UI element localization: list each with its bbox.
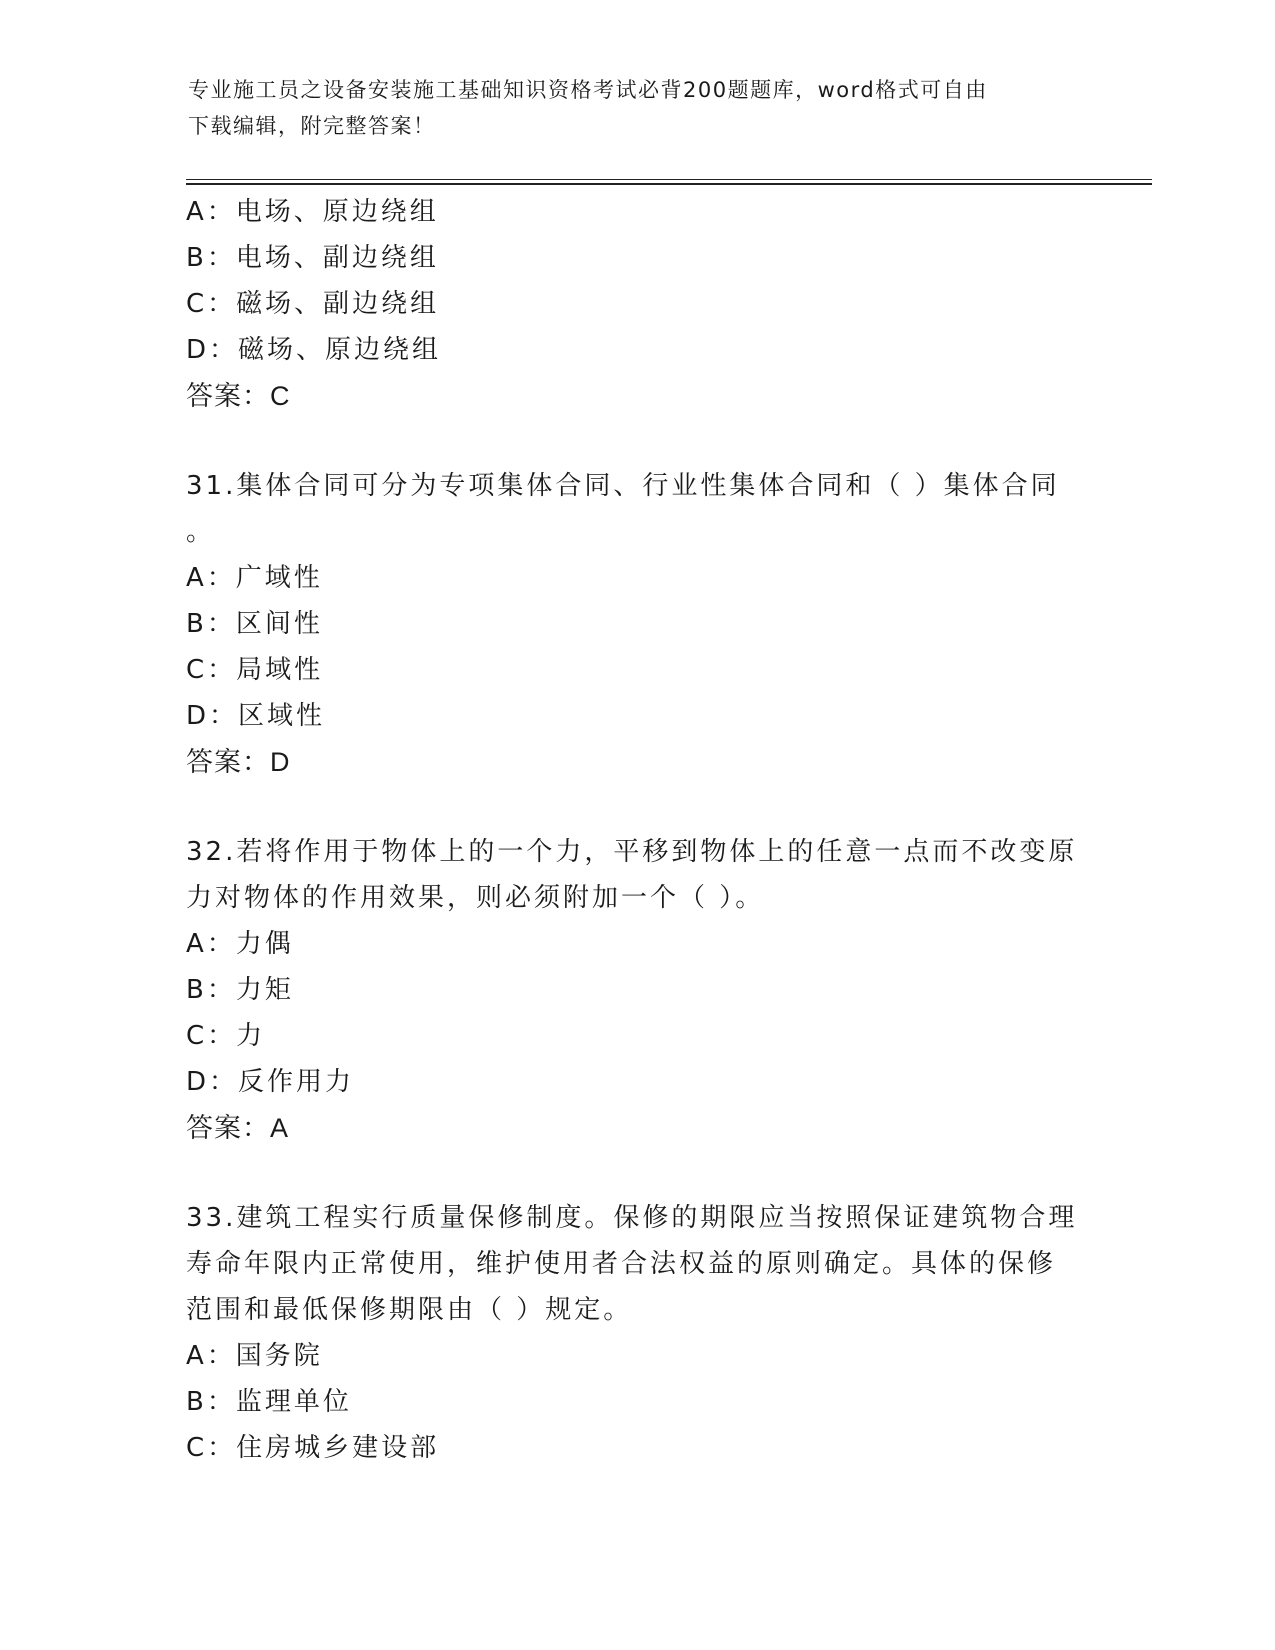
answer: 答案：C [186, 381, 291, 411]
option-d: D：磁场、原边绕组 [186, 335, 442, 365]
header-title-line-2: 下载编辑，附完整答案！ [188, 114, 436, 138]
spacer [186, 1151, 1086, 1195]
option-b: B：监理单位 [186, 1387, 352, 1417]
spacer [186, 419, 1086, 463]
document-header [188, 72, 1088, 144]
option-b: B：区间性 [186, 609, 323, 639]
header-divider-top [186, 179, 1152, 180]
question-text-line-3: 范围和最低保修期限由（ ）规定。 [186, 1295, 633, 1325]
question-32 [186, 829, 1086, 1151]
spacer [186, 785, 1086, 829]
option-c: C：力 [186, 1021, 266, 1051]
question-text-line-2: 寿命年限内正常使用，维护使用者合法权益的原则确定。具体的保修 [186, 1249, 1057, 1279]
question-list [186, 189, 1086, 1471]
option-c: C：磁场、副边绕组 [186, 289, 440, 319]
option-b: B：电场、副边绕组 [186, 243, 439, 273]
header-divider-bottom [186, 183, 1152, 185]
option-c: C：住房城乡建设部 [186, 1433, 440, 1463]
question-text-line-2: 。 [186, 517, 216, 547]
answer: 答案：D [186, 747, 291, 777]
option-a: A：力偶 [186, 929, 294, 959]
question-30 [186, 189, 1086, 419]
option-a: A：电场、原边绕组 [186, 197, 439, 227]
option-d: D：反作用力 [186, 1067, 355, 1097]
question-33 [186, 1195, 1086, 1471]
option-c: C：局域性 [186, 655, 324, 685]
option-a: A：国务院 [186, 1341, 323, 1371]
question-31 [186, 463, 1086, 785]
option-a: A：广域性 [186, 563, 323, 593]
answer: 答案：A [186, 1113, 290, 1143]
header-title-line-1: 专业施工员之设备安装施工基础知识资格考试必背200题题库，word格式可自由 [188, 78, 988, 102]
option-d: D：区域性 [186, 701, 326, 731]
question-text-line-2: 力对物体的作用效果，则必须附加一个（ ）。 [186, 883, 765, 913]
question-text-line-1: 31.集体合同可分为专项集体合同、行业性集体合同和（ ）集体合同 [186, 471, 1060, 501]
question-text-line-1: 33.建筑工程实行质量保修制度。保修的期限应当按照保证建筑物合理 [186, 1203, 1078, 1233]
question-text-line-1: 32.若将作用于物体上的一个力，平移到物体上的任意一点而不改变原 [186, 837, 1078, 867]
option-b: B：力矩 [186, 975, 294, 1005]
